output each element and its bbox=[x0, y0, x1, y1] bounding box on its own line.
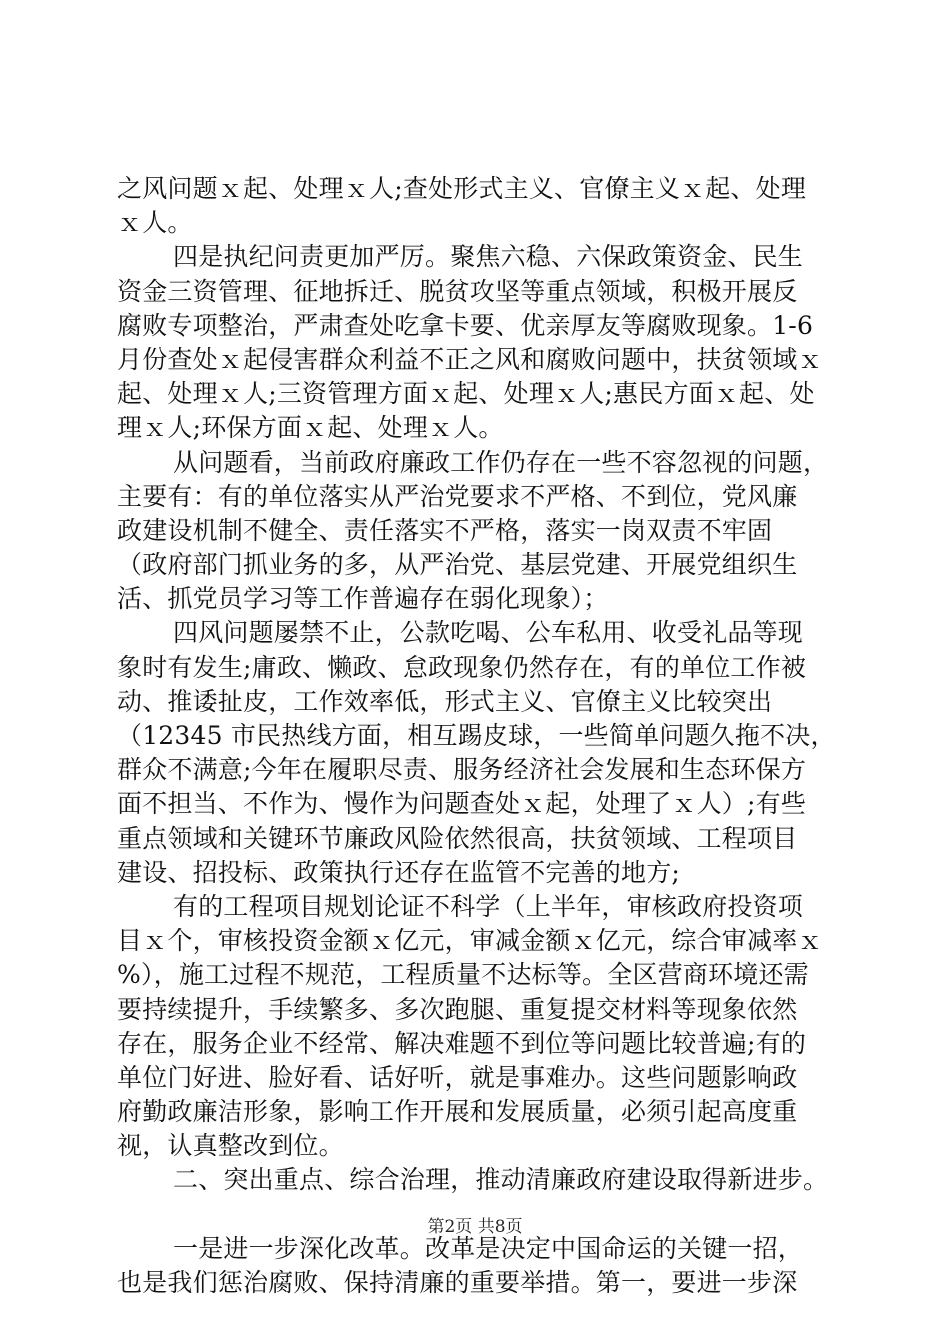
text-line: 要持续提升，手续繁多、多次跑腿、重复提交材料等现象依然 bbox=[117, 994, 798, 1024]
text-line: %），施工过程不规范，工程质量不达标等。全区营商环境还需 bbox=[117, 960, 809, 990]
text-line: 腐败专项整治，严肃查处吃拿卡要、优亲厚友等腐败现象。1-6 bbox=[117, 310, 814, 340]
text-line: 府勤政廉洁形象，影响工作开展和发展质量，必须引起高度重 bbox=[117, 1097, 798, 1127]
paragraph bbox=[117, 616, 834, 890]
text-line: 有的工程项目规划论证不科学（上半年，审核政府投资项 bbox=[173, 891, 804, 921]
text-line: 理ｘ人;环保方面ｘ起、处理ｘ人。 bbox=[117, 413, 504, 443]
text-line: 四风问题屡禁不止，公款吃喝、公车私用、收受礼品等现 bbox=[173, 618, 804, 648]
text-line: 起、处理ｘ人;三资管理方面ｘ起、处理ｘ人;惠民方面ｘ起、处 bbox=[117, 379, 815, 409]
text-line: 目ｘ个，审核投资金额ｘ亿元，审减金额ｘ亿元，综合审减率ｘ bbox=[117, 926, 823, 956]
text-line: 也是我们惩治腐败、保持清廉的重要举措。第一，要进一步深 bbox=[117, 1267, 798, 1297]
text-line: 政建设机制不健全、责任落实不严格，落实一岗双责不牢固 bbox=[117, 515, 773, 545]
page-number: 第2页 共8页 bbox=[427, 1217, 523, 1237]
heading-line: 二、突出重点、综合治理，推动清廉政府建设取得新进步。 bbox=[173, 1165, 829, 1195]
text-line: 之风问题ｘ起、处理ｘ人;查处形式主义、官僚主义ｘ起、处理 bbox=[117, 174, 807, 203]
text-line: ｘ人。 bbox=[117, 208, 193, 238]
text-line: 群众不满意;今年在履职尽责、服务经济社会发展和生态环保方 bbox=[117, 755, 807, 785]
text-line: 动、推诿扯皮，工作效率低，形式主义、官僚主义比较突出 bbox=[117, 686, 773, 716]
text-line: 建设、招投标、政策执行还存在监管不完善的地方; bbox=[117, 857, 681, 887]
text-line: （政府部门抓业务的多，从严治党、基层党建、开展党组织生 bbox=[117, 550, 798, 580]
paragraph bbox=[117, 446, 834, 617]
section-heading bbox=[117, 1163, 834, 1197]
paragraph bbox=[117, 890, 834, 1164]
text-line: 从问题看，当前政府廉政工作仍存在一些不容忽视的问题， bbox=[173, 447, 829, 477]
text-line: （12345 市民热线方面，相互踢皮球，一些简单问题久拖不决， bbox=[117, 721, 836, 750]
text-line: 四是执纪问责更加严厉。聚焦六稳、六保政策资金、民生 bbox=[173, 242, 804, 272]
text-line: 重点领域和关键环节廉政风险依然很高，扶贫领域、工程项目 bbox=[117, 823, 798, 853]
paragraph bbox=[117, 1232, 834, 1300]
document-body bbox=[117, 172, 834, 1300]
text-line: 一是进一步深化改革。改革是决定中国命运的关键一招， bbox=[173, 1233, 804, 1263]
text-line: 面不担当、不作为、慢作为问题查处ｘ起，处理了ｘ人）;有些 bbox=[117, 789, 807, 819]
paragraph bbox=[117, 240, 834, 445]
text-line: 单位门好进、脸好看、话好听，就是事难办。这些问题影响政 bbox=[117, 1062, 798, 1092]
text-line: 活、抓党员学习等工作普遍存在弱化现象）； bbox=[117, 584, 609, 614]
text-line: 资金三资管理、征地拆迁、脱贫攻坚等重点领域，积极开展反 bbox=[117, 276, 798, 306]
text-line: 视，认真整改到位。 bbox=[117, 1131, 344, 1161]
text-line: 月份查处ｘ起侵害群众利益不正之风和腐败问题中，扶贫领域ｘ bbox=[117, 344, 823, 374]
text-line: 存在，服务企业不经常、解决难题不到位等问题比较普遍;有的 bbox=[117, 1028, 807, 1058]
paragraph bbox=[117, 172, 834, 240]
text-line: 象时有发生;庸政、懒政、怠政现象仍然存在，有的单位工作被 bbox=[117, 652, 807, 682]
text-line: 主要有：有的单位落实从严治党要求不严格、不到位，党风廉 bbox=[117, 481, 798, 511]
